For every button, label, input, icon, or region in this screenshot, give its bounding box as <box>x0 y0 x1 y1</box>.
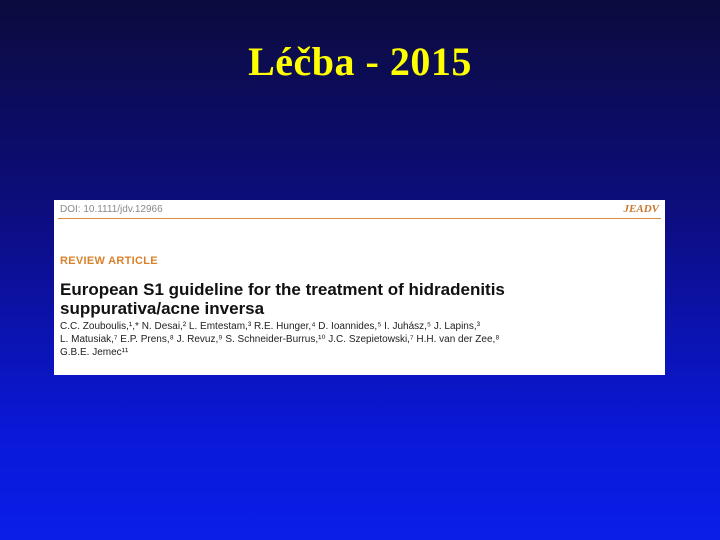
article-type: REVIEW ARTICLE <box>60 255 158 267</box>
journal-logo: JEADV <box>623 203 659 215</box>
author-list <box>60 320 580 359</box>
author-line: C.C. Zouboulis,¹,* N. Desai,² L. Emtestam,³ R.E. Hunger,⁴ D. Ioannides,⁵ I. Juhász,⁵ J. Lapins,³ <box>60 321 480 332</box>
doi-text: DOI: 10.1111/jdv.12966 <box>60 204 163 215</box>
article-header <box>58 203 661 219</box>
article-excerpt <box>54 200 665 375</box>
article-title: European S1 guideline for the treatment of hidradenitis suppurativa/acne inversa <box>60 280 505 318</box>
slide-title: Léčba - 2015 <box>248 39 472 84</box>
author-line: G.B.E. Jemec¹¹ <box>60 347 129 358</box>
author-line: L. Matusiak,⁷ E.P. Prens,⁸ J. Revuz,⁹ S. Schneider-Burrus,¹⁰ J.C. Szepietowski,⁷ H.H. van der Zee,⁸ <box>60 334 500 345</box>
